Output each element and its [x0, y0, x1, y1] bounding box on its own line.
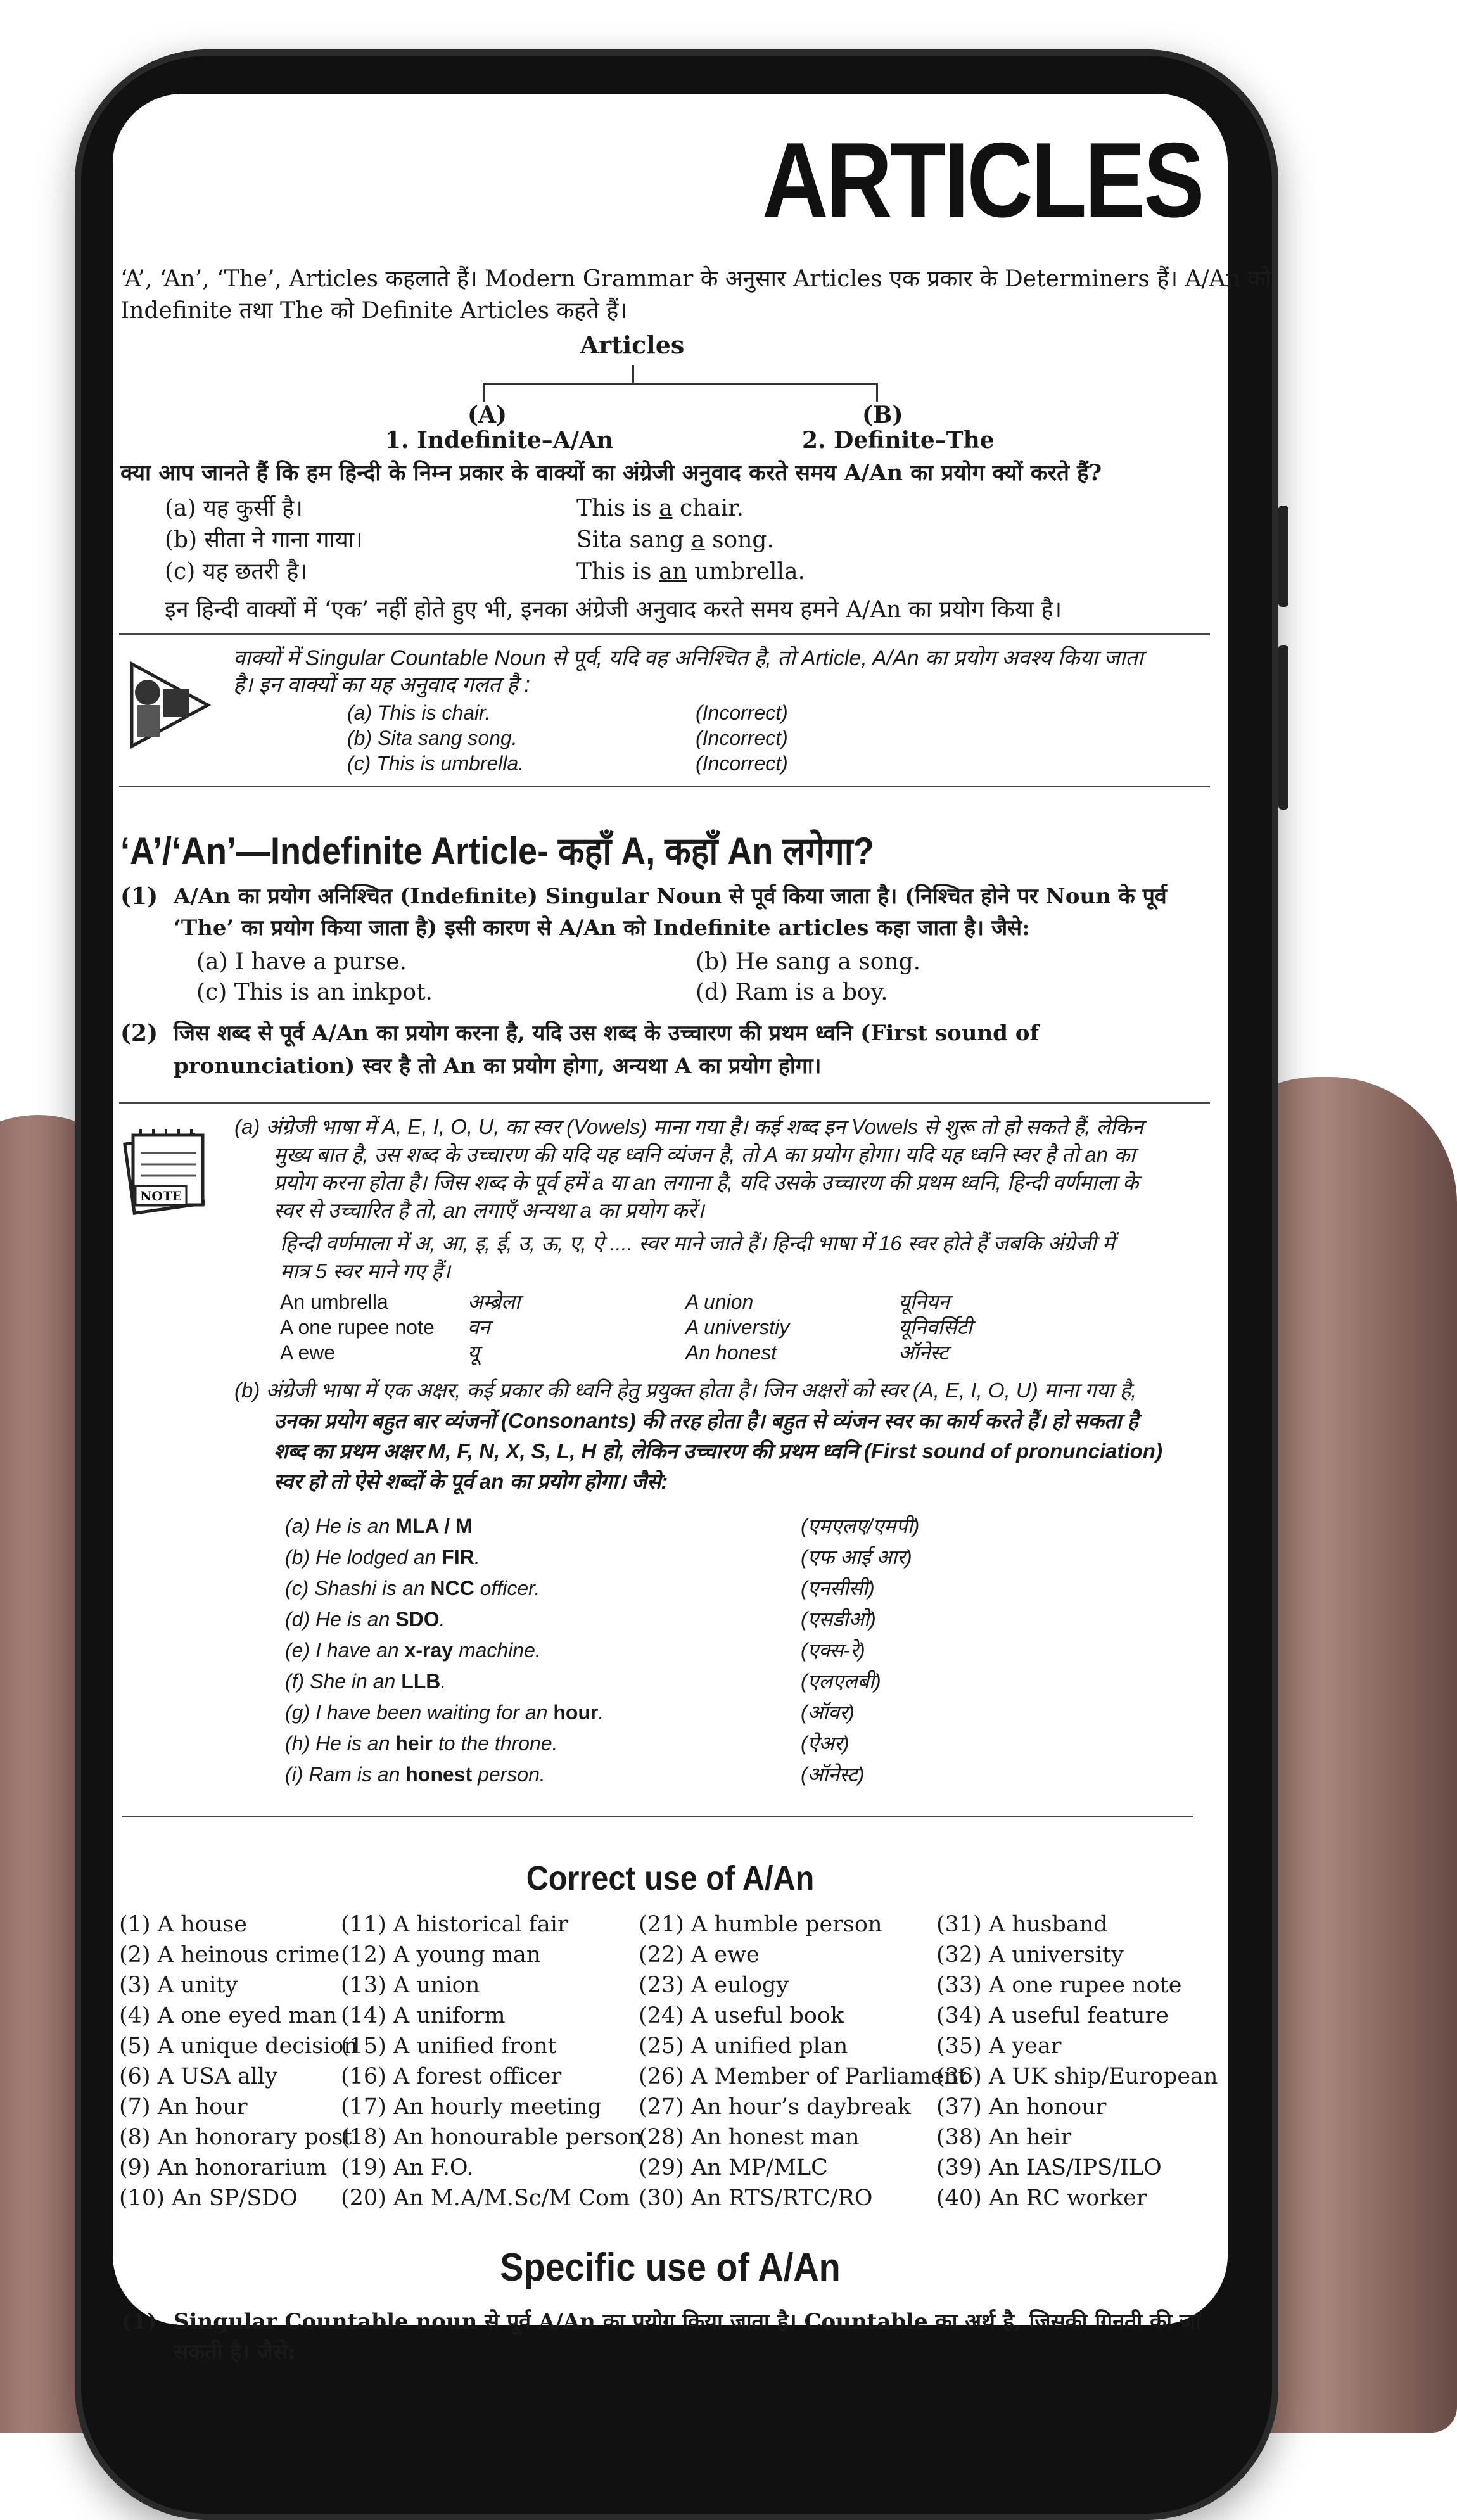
correct-use-item: (28) An honest man [639, 2125, 860, 2150]
translation-en-c: This is an umbrella. [576, 559, 805, 585]
note-a-line-3: प्रयोग करना होता है। जिस शब्द के पूर्व हमें a या an लगाना है, यदि उसके उच्चारण की प्रथम ध्वनि, हिन्दी वर्णमाला के [274, 1171, 1139, 1194]
b-example-0: (a) He is an MLA / M [285, 1515, 473, 1537]
pair-4-en: A universtiy [685, 1316, 790, 1339]
correct-use-item: (24) A useful book [639, 2003, 844, 2028]
tree-right-letter: (B) [862, 402, 903, 428]
document-page[interactable] [113, 94, 1271, 2365]
caution-line-2: है। इन वाक्यों का यह अनुवाद गलत है : [233, 673, 530, 697]
tree-left-letter: (A) [468, 402, 507, 428]
correct-use-item: (8) An honorary post [119, 2125, 352, 2150]
caution-item-b: (b) Sita sang song. [347, 727, 518, 749]
note-pad-icon [122, 1125, 210, 1220]
rule-2-line-2: pronunciation) स्वर है तो An का प्रयोग होगा, अन्यथा A का प्रयोग होगा। [174, 1053, 822, 1079]
correct-use-item: (16) A forest officer [341, 2064, 562, 2089]
b-example-5-hindi: (एलएलबी) [801, 1670, 881, 1693]
rule-2-number: (2) [120, 1020, 158, 1047]
correct-use-item: (40) An RC worker [936, 2186, 1147, 2211]
caution-character-icon [119, 658, 214, 753]
b-example-6-hindi: (ऑवर) [801, 1701, 855, 1724]
b-example-2: (c) Shashi is an NCC officer. [285, 1577, 540, 1600]
note-b-line-2: उनका प्रयोग बहुत बार व्यंजनों (Consonants) की तरह होता है। बहुत से व्यंजन स्वर का कार्य करते हैं। हो सकता है [274, 1409, 1138, 1432]
correct-use-item: (5) A unique decision [119, 2033, 358, 2059]
section-heading-indefinite: ‘A’/‘An’—Indefinite Article- कहाँ A, कहाँ An लगेगा? [120, 830, 874, 872]
rule-1-line-1: A/An का प्रयोग अनिश्चित (Indefinite) Singular Noun से पूर्व किया जाता है। (निश्चित होने पर Noun के पूर्व [174, 884, 1167, 909]
correct-use-item: (13) A union [341, 1973, 480, 1998]
correct-use-row [119, 2033, 1221, 2064]
correct-use-item: (25) A unified plan [639, 2033, 848, 2059]
correct-use-item: (31) A husband [936, 1912, 1108, 1937]
correct-use-item: (32) A university [936, 1942, 1124, 1968]
b-example-5: (f) She in an LLB. [285, 1670, 447, 1693]
translation-hi-a: (a) यह कुर्सी है। [165, 495, 303, 521]
tree-left-label: 1. Indefinite–A/An [385, 427, 613, 454]
correct-use-item: (23) A eulogy [639, 1973, 789, 1998]
pair-2-hi: यूनियन [898, 1290, 950, 1313]
phone-screen[interactable] [113, 94, 1271, 2365]
correct-use-item: (9) An honorarium [119, 2155, 328, 2180]
correct-use-item: (37) An honour [936, 2094, 1107, 2120]
phone-frame [75, 49, 1278, 2520]
correct-use-item: (3) A unity [119, 1973, 238, 1998]
caution-verdict-a: (Incorrect) [696, 701, 788, 724]
caution-bottom-rule [119, 786, 1210, 787]
pair-1-en: An umbrella [280, 1290, 388, 1313]
correct-use-item: (14) A uniform [341, 2003, 506, 2028]
correct-use-item: (30) An RTS/RTC/RO [639, 2186, 873, 2211]
b-example-4: (e) I have an x-ray machine. [285, 1639, 541, 1662]
specific-rule-line1: Singular Countable noun से पूर्व A/An का प्रयोग किया जाता है। Countable का अर्थ है, जिसकी गिनती की जा [174, 2309, 1201, 2334]
intro-line-1: ‘A’, ‘An’, ‘The’, Articles कहलाते हैं। Modern Grammar के अनुसार Articles एक प्रकार के Determiners हैं। A/An को [120, 266, 1271, 292]
correct-use-item: (10) An SP/SDO [119, 2186, 298, 2211]
correct-use-row [119, 2186, 1221, 2216]
b-example-1: (b) He lodged an FIR. [285, 1546, 480, 1569]
b-example-3-hindi: (एसडीओ) [801, 1608, 876, 1631]
correct-use-item: (21) A humble person [639, 1912, 882, 1937]
note-icon-label: NOTE [140, 1188, 182, 1204]
note-bottom-rule [122, 1816, 1193, 1817]
specific-rule-line2: सकती है। जैसे: [174, 2339, 296, 2365]
translation-en-b: Sita sang a song. [576, 527, 774, 553]
note-top-rule [119, 1102, 1210, 1104]
note-b-line-3: शब्द का प्रथम अक्षर M, F, N, X, S, L, H हो, लेकिन उच्चारण की प्रथम ध्वनि (First sound of pronunciation) [274, 1439, 1162, 1463]
caution-verdict-c: (Incorrect) [696, 752, 788, 775]
tree-connector [632, 365, 634, 383]
b-example-8-hindi: (ऑनेस्ट) [801, 1763, 865, 1786]
translation-hi-c: (c) यह छतरी है। [165, 559, 308, 585]
correct-use-heading: Correct use of A/An [526, 1859, 815, 1897]
correct-use-row [119, 1942, 1221, 1973]
translation-hi-b: (b) सीता ने गाना गाया। [165, 527, 363, 553]
correct-use-item: (34) A useful feature [936, 2003, 1169, 2028]
correct-use-item: (20) An M.A/M.Sc/M Com [341, 2186, 630, 2211]
rule-1-example-a: (a) I have a purse. [196, 949, 407, 975]
pair-6-en: An honest [685, 1341, 777, 1364]
correct-use-item: (36) A UK ship/European [936, 2064, 1218, 2089]
pair-3-hi: वन [468, 1316, 490, 1339]
note-a-line-2: मुख्य बात है, उस शब्द के उच्चारण की यदि यह ध्वनि व्यंजन है, तो A का प्रयोग होगा। यदि यह ध्वनि स्वर है तो an का [274, 1143, 1136, 1166]
caution-item-c: (c) This is umbrella. [347, 752, 525, 775]
correct-use-row [119, 1973, 1221, 2003]
translation-en-a: This is a chair. [576, 495, 744, 521]
correct-use-row [119, 2003, 1221, 2033]
correct-use-item: (26) A Member of Parliament [639, 2064, 967, 2089]
rule-2-line-1: जिस शब्द से पूर्व A/An का प्रयोग करना है, यदि उस शब्द के उच्चारण की प्रथम ध्वनि (First sound of [174, 1021, 1040, 1046]
power-button [1278, 645, 1288, 810]
correct-use-item: (7) An hour [119, 2094, 248, 2120]
correct-use-item: (6) A USA ally [119, 2064, 278, 2089]
correct-use-item: (2) A heinous crime [119, 1942, 340, 1968]
correct-use-row [119, 2125, 1221, 2155]
pair-1-hi: अम्ब्रेला [468, 1290, 521, 1313]
correct-use-item: (15) A unified front [341, 2033, 557, 2059]
correct-use-item: (27) An hour’s daybreak [639, 2094, 911, 2120]
correct-use-item: (22) A ewe [639, 1942, 760, 1968]
pair-5-hi: यू [468, 1341, 480, 1364]
b-example-4-hindi: (एक्स-रे) [801, 1639, 865, 1662]
rule-1-example-c: (c) This is an inkpot. [196, 979, 433, 1005]
correct-use-item: (19) An F.O. [341, 2155, 474, 2180]
correct-use-item: (11) A historical fair [341, 1912, 568, 1937]
question-line: क्या आप जानते हैं कि हम हिन्दी के निम्न प्रकार के वाक्यों का अंग्रेजी अनुवाद करते समय A/An का प्रयोग क्यों करते हैं? [120, 460, 1102, 486]
rule-1-example-b: (b) He sang a song. [696, 949, 921, 975]
caution-verdict-b: (Incorrect) [696, 727, 788, 749]
correct-use-item: (33) A one rupee note [936, 1973, 1182, 1998]
tree-right-label: 2. Definite–The [802, 427, 995, 454]
rule-1-example-d: (d) Ram is a boy. [696, 979, 888, 1005]
specific-use-heading: Specific use of A/An [500, 2246, 841, 2289]
volume-button [1278, 506, 1288, 607]
caution-top-rule [119, 633, 1210, 635]
translation-note: इन हिन्दी वाक्यों में ‘एक’ नहीं होते हुए भी, इनका अंग्रेजी अनुवाद करते समय हमने A/An का प्रयोग किया है। [165, 597, 1062, 623]
pair-3-en: A one rupee note [280, 1316, 435, 1339]
correct-use-item: (35) A year [936, 2033, 1062, 2059]
note-a-line-5: हिन्दी वर्णमाला में अ, आ, इ, ई, उ, ऊ, ए, ऐ .... स्वर माने जाते हैं। हिन्दी भाषा में 16 स्वर होते हैं जबकि अंग्रेजी में [280, 1231, 1115, 1255]
pair-6-hi: ऑनेस्ट [898, 1341, 949, 1364]
rule-1-number: (1) [120, 883, 158, 910]
pair-2-en: A union [685, 1290, 754, 1313]
pair-4-hi: यूनिवर्सिटी [898, 1316, 972, 1339]
correct-use-row [119, 2094, 1221, 2125]
b-example-6: (g) I have been waiting for an hour. [285, 1701, 604, 1724]
pair-5-en: A ewe [280, 1341, 336, 1364]
intro-line-2: Indefinite तथा The को Definite Articles कहते हैं। [120, 298, 628, 324]
correct-use-table [119, 1912, 1221, 2216]
b-example-1-hindi: (एफ आई आर) [801, 1546, 912, 1569]
note-a-line-1: (a) अंग्रेजी भाषा में A, E, I, O, U, का स्वर (Vowels) माना गया है। कई शब्द इन Vowels से शुरू तो हो सकते हैं, लेकिन [234, 1115, 1143, 1138]
caution-item-a: (a) This is chair. [347, 701, 491, 724]
b-example-2-hindi: (एनसीसी) [801, 1577, 875, 1600]
correct-use-row [119, 2064, 1221, 2094]
b-example-3: (d) He is an SDO. [285, 1608, 445, 1631]
correct-use-row [119, 2155, 1221, 2186]
correct-use-item: (38) An heir [936, 2125, 1072, 2150]
b-example-7: (h) He is an heir to the throne. [285, 1732, 558, 1755]
correct-use-item: (17) An hourly meeting [341, 2094, 602, 2120]
note-a-line-6: मात्र 5 स्वर माने गए हैं। [280, 1259, 450, 1283]
correct-use-item: (1) A house [119, 1912, 247, 1937]
caution-line-1: वाक्यों में Singular Countable Noun से पूर्व, यदि वह अनिश्चित है, तो Article, A/An का प्रयोग अवश्य किया जाता [233, 646, 1143, 670]
correct-use-item: (12) A young man [341, 1942, 541, 1968]
rule-1-line-2: ‘The’ का प्रयोग किया जाता है) इसी कारण से A/An को Indefinite articles कहा जाता है। जैसे: [174, 915, 1030, 941]
b-example-7-hindi: (ऐअर) [801, 1732, 849, 1755]
correct-use-item: (29) An MP/MLC [639, 2155, 828, 2180]
correct-use-row [119, 1912, 1221, 1942]
note-a-line-4: स्वर से उच्चारित है तो, an लगाएँ अन्यथा a का प्रयोग करें। [274, 1199, 704, 1222]
correct-use-item: (4) A one eyed man [119, 2003, 337, 2028]
tree-branch [483, 383, 878, 385]
correct-use-item: (18) An honourable person [341, 2125, 643, 2150]
b-example-0-hindi: (एमएलए/एमपी) [801, 1515, 920, 1537]
note-b-line-1: (b) अंग्रेजी भाषा में एक अक्षर, कई प्रकार की ध्वनि हेतु प्रयुक्त होता है। जिन अक्षरों को स्वर (A, E, I, O, U) माना गया है, [234, 1378, 1137, 1402]
page-title: ARTICLES [762, 120, 1202, 239]
tree-root: Articles [580, 331, 685, 359]
specific-rule-number: (1) [122, 2309, 157, 2334]
note-b-line-4: स्वर हो तो ऐसे शब्दों के पूर्व an का प्रयोग होगा। जैसे: [274, 1470, 668, 1493]
b-example-8: (i) Ram is an honest person. [285, 1763, 545, 1786]
correct-use-item: (39) An IAS/IPS/ILO [936, 2155, 1162, 2180]
